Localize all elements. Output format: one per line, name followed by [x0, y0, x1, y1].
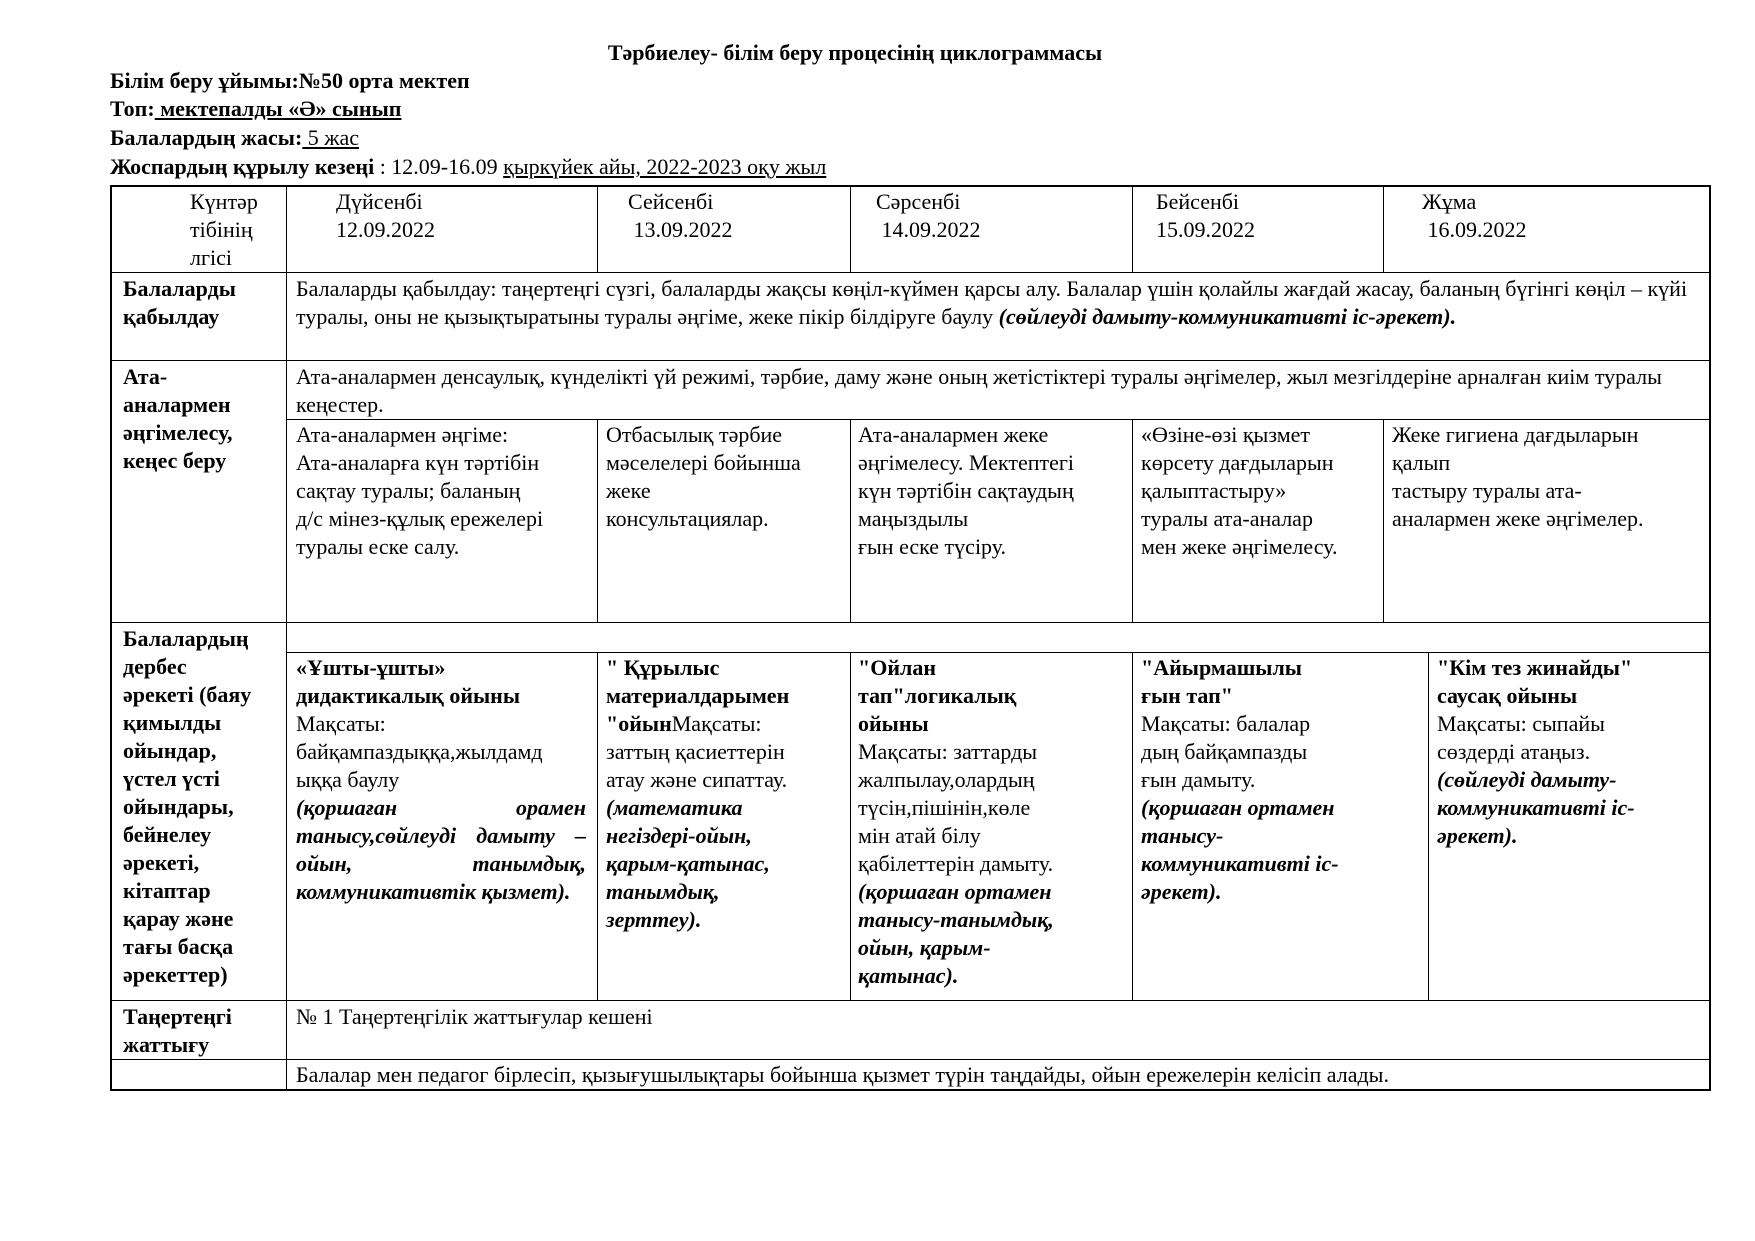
meta-age-label: Балалардың жасы:: [110, 125, 303, 150]
meta-group-label: Топ:: [110, 96, 155, 121]
activity-note: (қоршаған ортамен танысу- коммуникативті іс- әрекет).: [1141, 795, 1339, 904]
grid-line-h: [110, 272, 1710, 273]
parents-day-friday: Жеке гигиена дағдыларын қалып тастыру туралы ата- аналармен жеке әңгімелер.: [1392, 422, 1644, 531]
parents-general-text: Ата-аналармен денсаулық, күнделікті үй режимі, тәрбие, даму және оның жетістіктері туралы әңгімелер, жыл мезгілдеріне арналған киім туралы кеңестер.: [296, 364, 1662, 417]
row-label-activity: Балалардың дербес әрекеті (баяу қимылды ойындар, үстел үсті ойындары, бейнелеу әрекеті, кітаптар қарау және тағы басқа әрекеттер): [123, 626, 252, 987]
day-date: 12.09.2022: [336, 217, 435, 242]
reception-body: Балаларды қабылдау: таңертеңгі сүзгі, балаларды жақсы көңіл-күймен қарсы алу. Балалар үшін қолайлы жағдай жасау, баланың бүгінгі көңіл – күйі туралы, оны не қызықтыратыны туралы әңгіме, жеке пікір білдіруге баулу: [296, 276, 1688, 329]
document-title: Тәрбиелеу- білім беру процесінің циклограммасы: [607, 40, 1103, 65]
header-day-thursday: [1156, 188, 1376, 244]
day-name: Сейсенбі: [628, 189, 714, 214]
activity-goal: Мақсаты: байқампаздыққа,жылдамд ыққа баулу: [296, 711, 543, 792]
grid-line-h: [110, 1000, 1710, 1001]
activity-day-friday: [1437, 654, 1705, 850]
grid-line-v: [850, 652, 851, 1001]
activity-goal: Мақсаты: заттарды жалпылау,олардың түсін,пішінін,көле мін атай білу қабілеттерін дамыту.: [858, 739, 1054, 876]
activity-note: (математика негіздері-ойын, қарым-қатынас, танымдық, зерттеу).: [606, 795, 770, 932]
grid-line-v: [1132, 652, 1133, 1001]
grid-line-v: [1383, 185, 1384, 273]
header-day-tuesday: [628, 188, 843, 244]
activity-note: (қоршаған орамен танысу,сөйлеуді дамыту – ойын, танымдық, коммуникативтік қызмет).: [296, 795, 586, 904]
activity-goal: Мақсаты: балалар дың байқампазды ғын дамыту.: [1141, 711, 1311, 792]
day-date: 13.09.2022: [633, 217, 733, 242]
grid-line-v: [850, 419, 851, 623]
day-date: 15.09.2022: [1156, 217, 1255, 242]
activity-day-tuesday: [606, 654, 846, 934]
meta-age-value: 5 жас: [302, 125, 359, 150]
activity-goal: Мақсаты: сыпайы сөздерді атаңыз.: [1437, 711, 1605, 764]
parents-day-thursday: «Өзіне-өзі қызмет көрсету дағдыларын қалыптастыру» туралы ата-аналар мен жеке әңгімелесу.: [1141, 422, 1338, 559]
grid-line-v: [110, 185, 112, 1091]
grid-line-v: [597, 185, 598, 273]
grid-line-v: [850, 185, 851, 273]
parents-day-tuesday: Отбасылық тәрбие мәселелері бойынша жеке консультациялар.: [606, 422, 801, 531]
meta-period-value: қыркүйек айы, 2022-2023 оқу жыл: [503, 154, 827, 179]
grid-line-h: [110, 1089, 1710, 1091]
activity-note: (қоршаған ортамен танысу-танымдық, ойын, қарым- қатынас).: [858, 879, 1054, 988]
row-label-reception: Балаларды қабылдау: [123, 276, 236, 329]
grid-line-v: [1709, 185, 1711, 1091]
day-date: 14.09.2022: [881, 217, 981, 242]
grid-line-v: [1383, 419, 1384, 623]
meta-group-value: мектепалды «Ә» сынып: [154, 96, 402, 121]
grid-line-v: [597, 652, 598, 1001]
activity-title: "Кім тез жинайды" саусақ ойыны: [1437, 655, 1633, 708]
meta-period: [110, 153, 826, 181]
row-label-exercise: Таңертеңгі жаттығу: [123, 1004, 232, 1057]
day-name: Сәрсенбі: [876, 189, 961, 214]
activity-goal: Мақсаты: заттың қасиеттерін атау және сипаттау.: [606, 711, 788, 792]
activity-day-wednesday: [858, 654, 1128, 990]
day-name: Жұма: [1422, 189, 1477, 214]
activity-title: "Айырмашылы ғын тап": [1141, 655, 1302, 708]
day-name: Бейсенбі: [1156, 189, 1240, 214]
meta-org-label: Білім беру ұйымы:: [110, 68, 299, 93]
grid-line-v: [1132, 185, 1133, 273]
header-day-monday: [336, 188, 586, 244]
day-date: 16.09.2022: [1427, 217, 1527, 242]
grid-line-h: [110, 622, 1710, 623]
reception-text: [296, 275, 1701, 331]
activity-title: "Ойлан тап"логикалық ойыны: [858, 655, 1017, 736]
grid-line-h: [110, 360, 1710, 361]
grid-line-v: [286, 185, 287, 1091]
day-name: Дүйсенбі: [336, 189, 423, 214]
meta-org: [110, 67, 470, 95]
grid-line-h: [110, 185, 1710, 187]
meta-period-sep: : 12.09-16.09: [374, 154, 504, 179]
parents-day-wednesday: Ата-аналармен жеке әңгімелесу. Мектептегі күн тәртібін сақтаудың маңыздылы ғын еске түсіру.: [858, 422, 1075, 559]
grid-line-v: [1428, 652, 1429, 1001]
activity-title: " Құрылыс материалдарымен "ойын: [606, 655, 790, 736]
grid-line-h: [286, 419, 1710, 420]
header-day-wednesday: [876, 188, 1126, 244]
meta-age: [110, 124, 359, 152]
grid-line-h: [286, 652, 1710, 653]
parents-day-monday: Ата-аналармен әңгіме: Ата-аналарға күн тәртібін сақтау туралы; баланың д/с мінез-құлық ережелері туралы еске салу.: [296, 422, 544, 559]
last-row-text: Балалар мен педагог бірлесіп, қызығушылықтары бойынша қызмет түрін таңдайды, ойын ережелерін келісіп алады.: [296, 1062, 1389, 1087]
activity-note: (сөйлеуді дамыту- коммуникативті іс- әрекет).: [1437, 767, 1635, 848]
grid-line-v: [1132, 419, 1133, 623]
exercise-text: № 1 Таңертеңгілік жаттығулар кешені: [296, 1004, 653, 1029]
grid-line-h: [110, 1059, 1710, 1060]
meta-group: [110, 95, 401, 123]
reception-note: (сөйлеуді дамыту-коммуникативті іс-әрекет).: [998, 304, 1457, 329]
meta-period-label: Жоспардың құрылу кезеңі: [110, 154, 375, 179]
header-day-friday: [1422, 188, 1702, 244]
grid-line-v: [597, 419, 598, 623]
activity-title: «Ұшты-ұшты» дидактикалық ойыны: [296, 655, 521, 708]
row-label-parents: Ата- аналармен әңгімелесу, кеңес беру: [123, 364, 233, 473]
activity-day-thursday: [1141, 654, 1421, 906]
header-days-column: Күнтәр тібінің лгісі: [190, 189, 258, 270]
activity-day-monday: [296, 654, 586, 906]
meta-org-value: №50 орта мектеп: [298, 68, 470, 93]
